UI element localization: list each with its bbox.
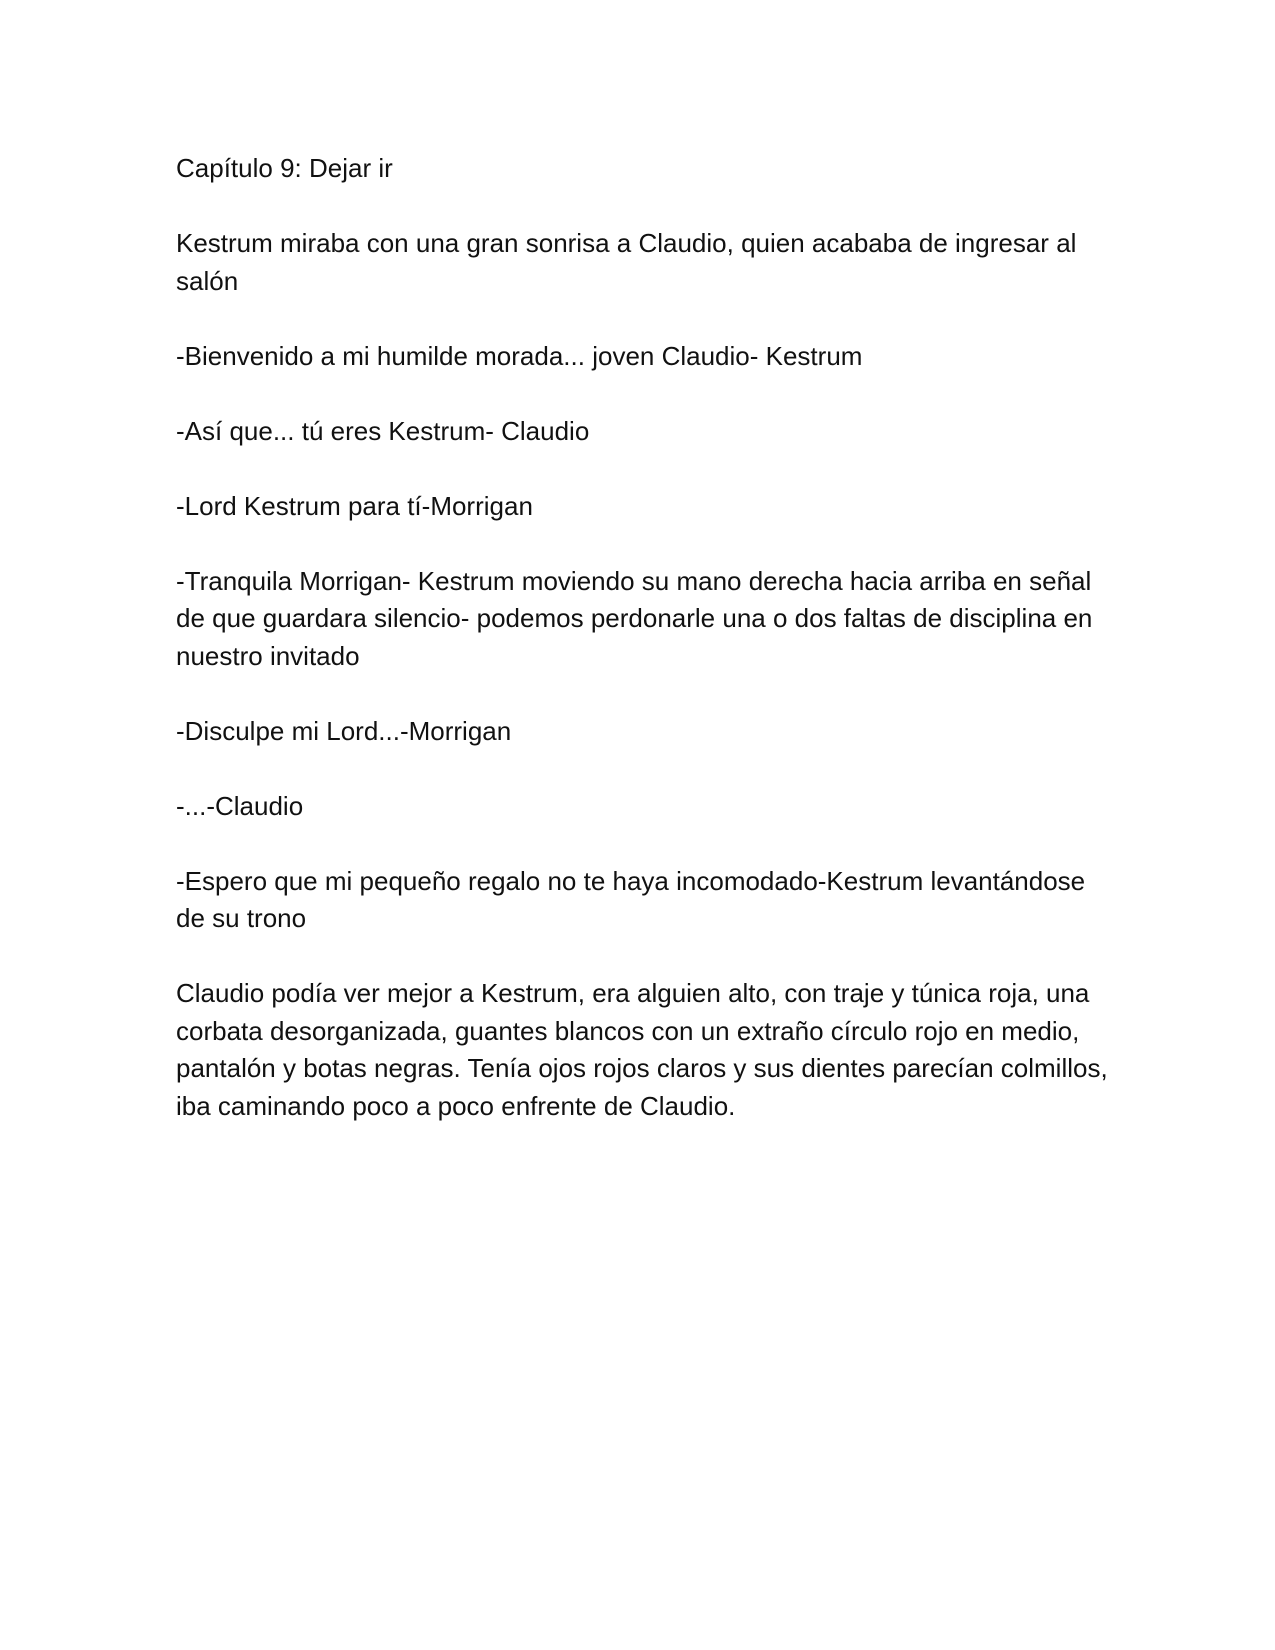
document-body [176,150,1111,1125]
paragraph-narration-1: Kestrum miraba con una gran sonrisa a Claudio, quien acababa de ingresar al salón [176,228,1077,296]
paragraph-dialogue-4: -Tranquila Morrigan- Kestrum moviendo su mano derecha hacia arriba en señal de que guardara silencio- podemos perdonarle una o dos faltas de disciplina en nuestro invitado [176,565,1093,671]
paragraph-dialogue-3: -Lord Kestrum para tí-Morrigan [176,490,533,521]
chapter-title: Capítulo 9: Dejar ir [176,153,393,183]
paragraph-dialogue-2: -Así que... tú eres Kestrum- Claudio [176,415,590,446]
paragraph-dialogue-7: -Espero que mi pequeño regalo no te haya incomodado-Kestrum levantándose de su trono [176,865,1086,933]
paragraph-narration-2: Claudio podía ver mejor a Kestrum, era alguien alto, con traje y túnica roja, una corbata desorganizada, guantes blancos con un extraño círculo rojo en medio, pantalón y botas negras. Tenía ojos rojos claros y sus dientes parecían colmillos, iba caminando poco a poco enfrente de Claudio. [176,978,1108,1121]
paragraph-dialogue-6: -...-Claudio [176,790,304,821]
paragraph-dialogue-1: -Bienvenido a mi humilde morada... joven Claudio- Kestrum [176,340,863,371]
paragraph-dialogue-5: -Disculpe mi Lord...-Morrigan [176,715,512,746]
